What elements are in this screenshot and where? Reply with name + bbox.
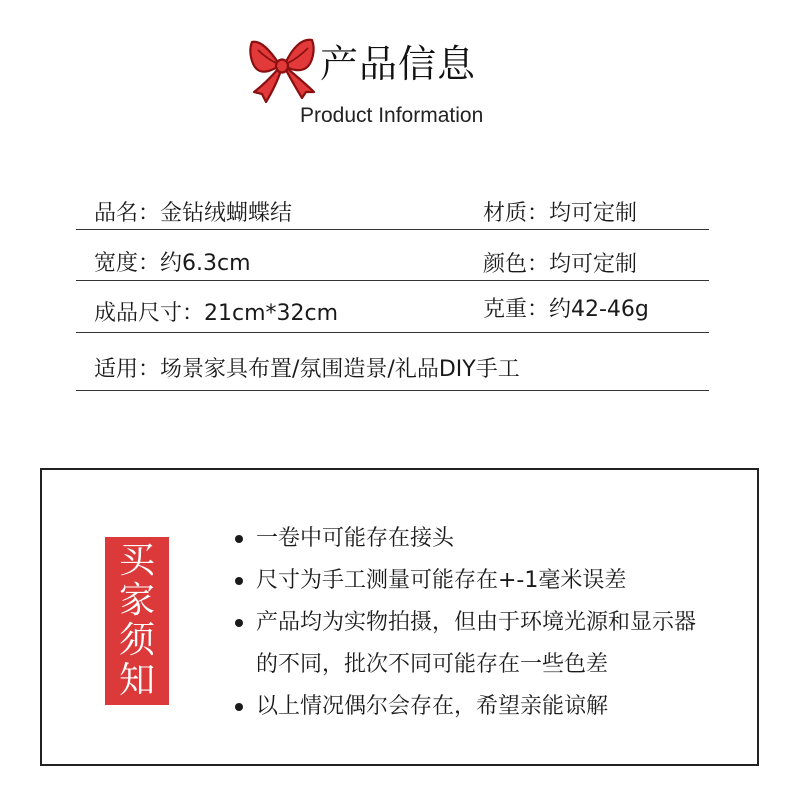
- notice-text: 一卷中可能存在接头: [256, 526, 455, 551]
- notice-text: 产品均为实物拍摄，但由于环境光源和显示器: [256, 610, 697, 635]
- notice-text: 尺寸为手工测量可能存在+-1毫米误差: [256, 568, 627, 593]
- bullet-icon: [235, 619, 243, 627]
- spec-weight: 克重：约42-46g: [483, 297, 649, 322]
- spec-width: 宽度：约6.3cm: [94, 251, 251, 276]
- badge-char: 家: [118, 580, 155, 621]
- bullet-icon: [235, 577, 243, 585]
- list-item: [232, 518, 757, 560]
- table-divider: [76, 229, 709, 230]
- list-item: [232, 686, 757, 728]
- list-item: [232, 602, 757, 686]
- spec-usage: 适用：场景家具布置/氛围造景/礼品DIY手工: [94, 357, 520, 382]
- bullet-icon: [235, 703, 243, 711]
- spec-size: 成品尺寸：21cm*32cm: [94, 301, 339, 326]
- buyer-notice-badge: [105, 537, 169, 705]
- table-divider: [76, 280, 709, 281]
- table-divider: [76, 390, 709, 391]
- buyer-notice-box: [40, 468, 759, 766]
- notice-list: [232, 518, 757, 728]
- spec-material: 材质：均可定制: [483, 201, 638, 226]
- table-divider: [76, 332, 709, 333]
- list-item: [232, 560, 757, 602]
- notice-text: 的不同，批次不同可能存在一些色差: [256, 652, 609, 677]
- spec-name: 品名：金钻绒蝴蝶结: [94, 201, 293, 226]
- notice-text: 以上情况偶尔会存在，希望亲能谅解: [256, 694, 609, 719]
- badge-char: 须: [118, 620, 155, 661]
- badge-char: 买: [118, 540, 155, 581]
- bullet-icon: [235, 535, 243, 543]
- spec-color: 颜色：均可定制: [483, 252, 638, 277]
- page-subtitle: Product Information: [300, 104, 484, 127]
- page-title: 产品信息: [320, 42, 477, 86]
- badge-char: 知: [118, 660, 155, 701]
